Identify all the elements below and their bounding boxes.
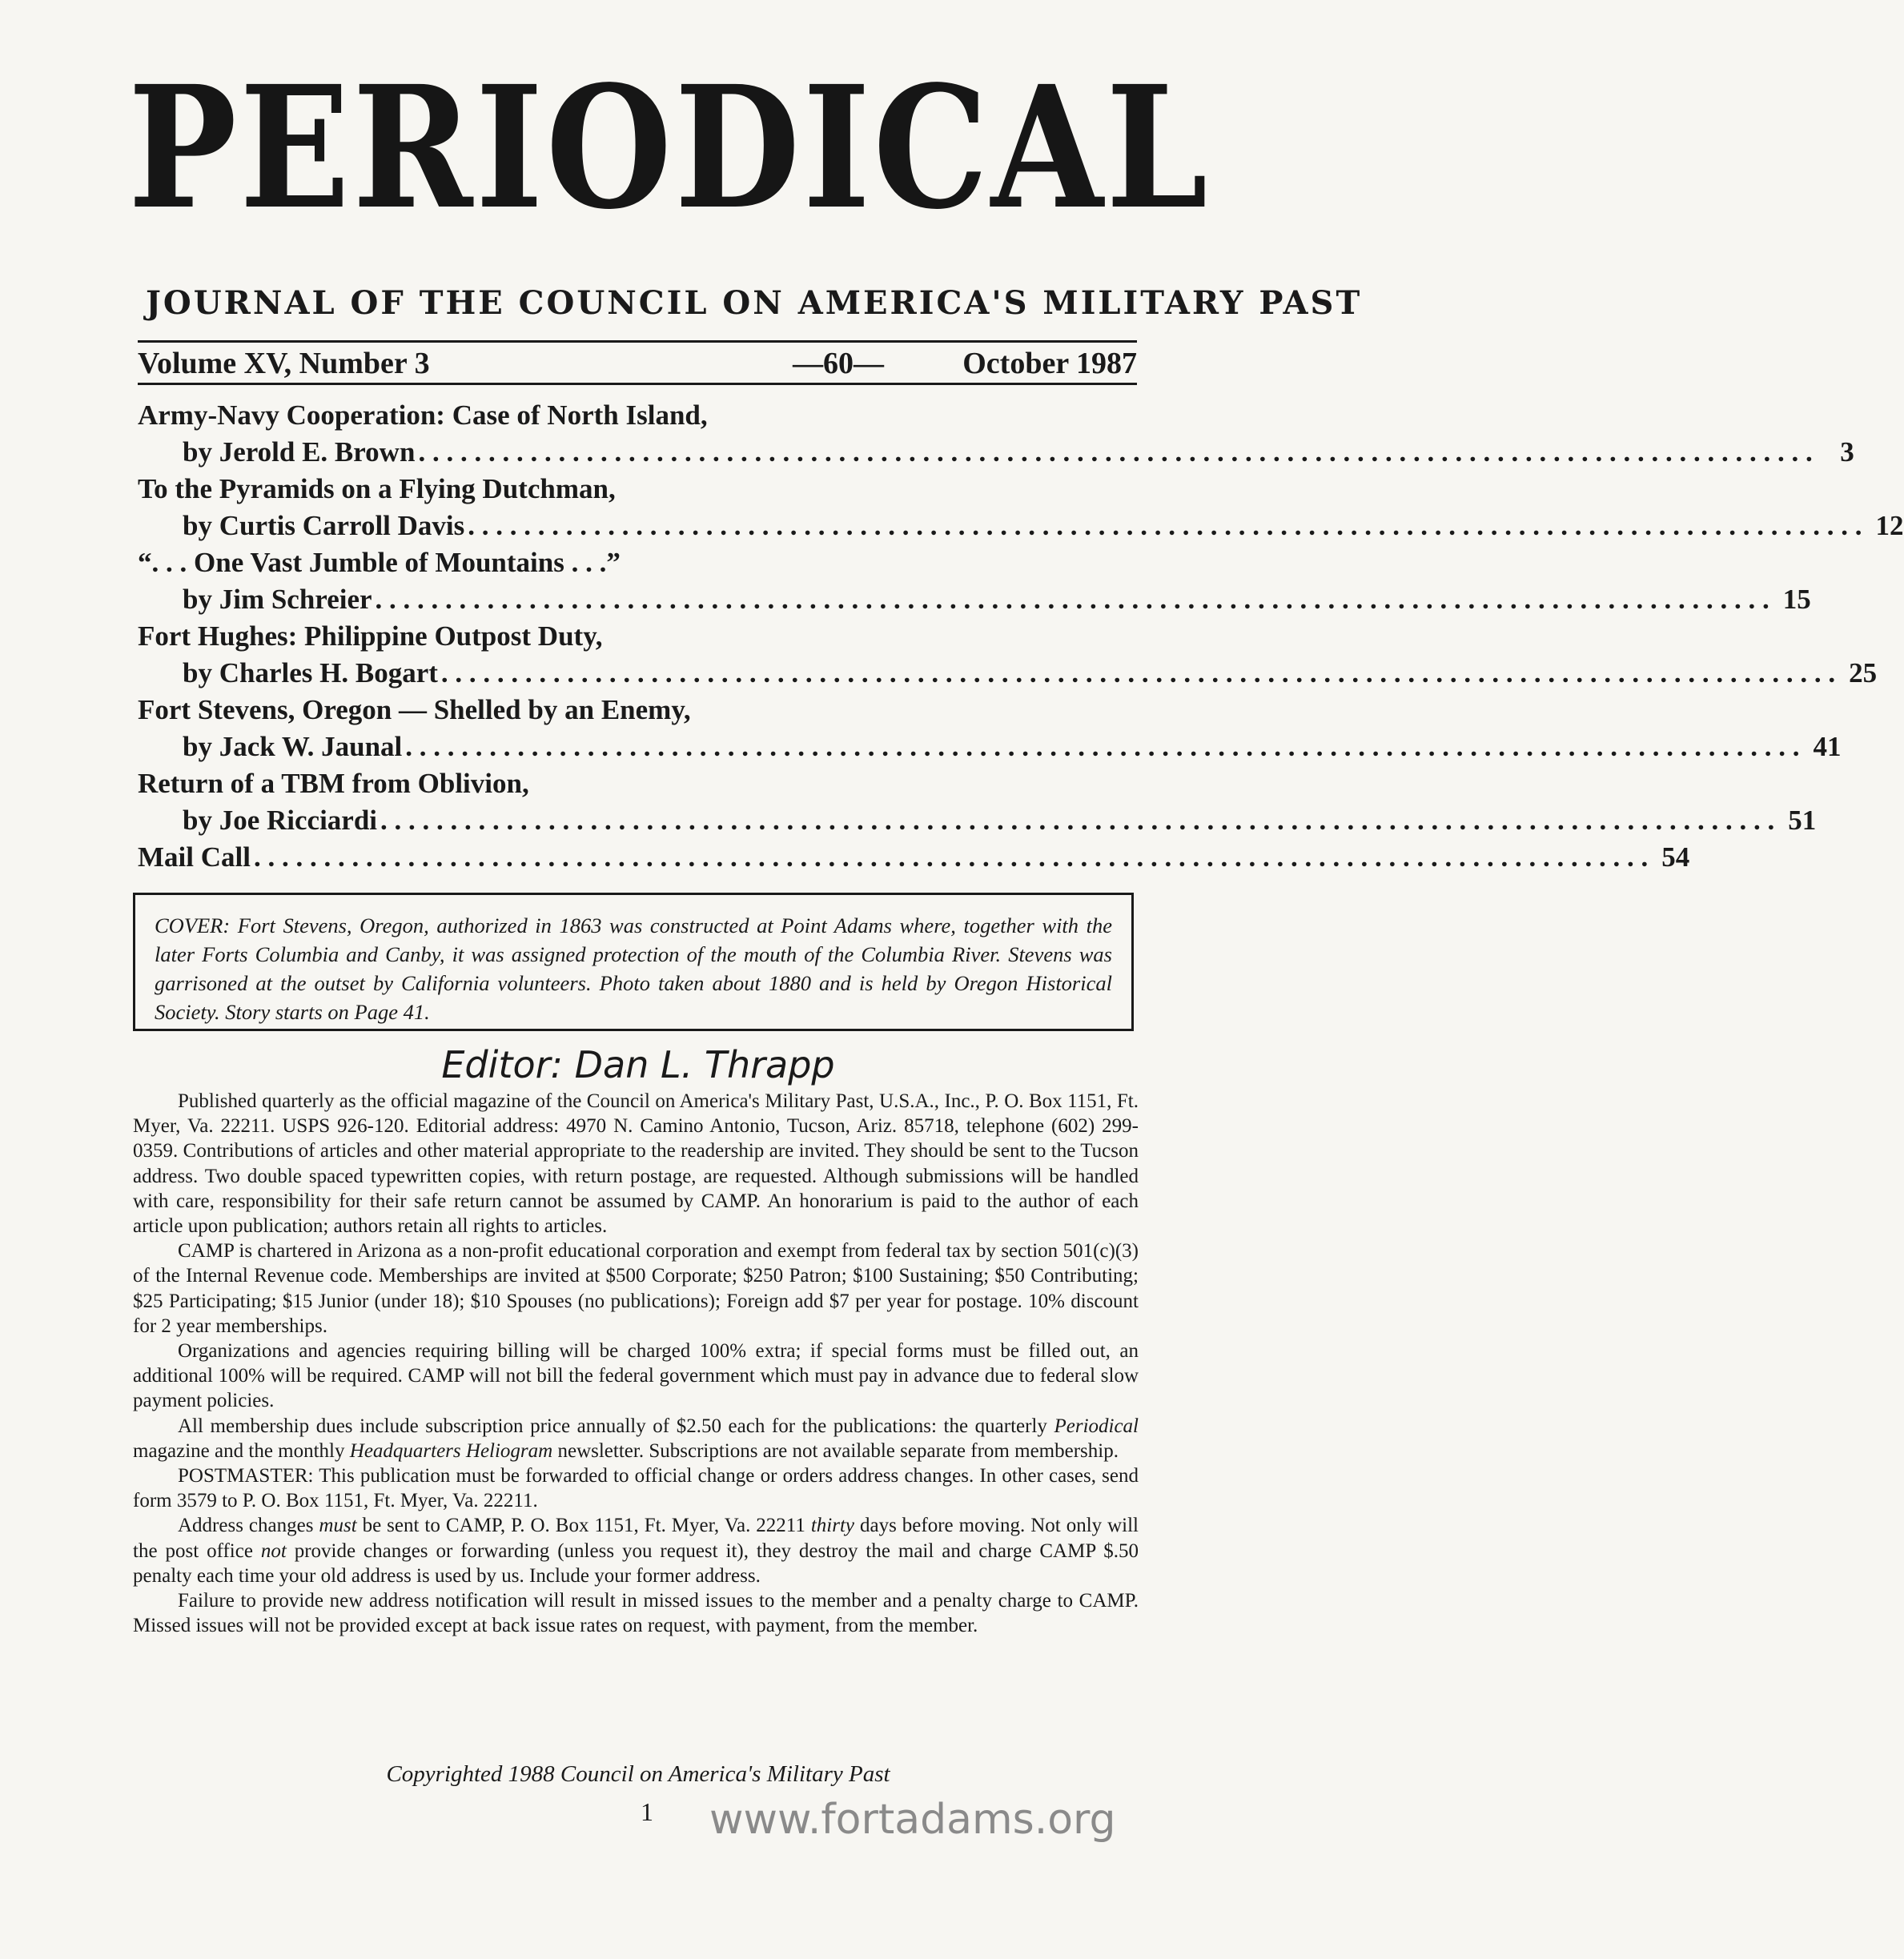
- toc-entry-byline-row: [138, 839, 1690, 876]
- toc-leader-dots: [380, 802, 1774, 839]
- toc-entry-title: To the Pyramids on a Flying Dutchman,: [138, 473, 616, 504]
- toc-entry-title: Return of a TBM from Oblivion,: [138, 768, 529, 799]
- editor-heading: Editor: Dan L. Thrapp: [441, 1043, 835, 1086]
- body-emphasis: must: [319, 1515, 357, 1537]
- body-text: Address changes: [178, 1515, 319, 1537]
- toc-entry-byline: by Curtis Carroll Davis: [183, 510, 465, 541]
- body-paragraph: [133, 1414, 1139, 1463]
- copyright-line: Copyrighted 1988 Council on America's Military Past: [386, 1761, 890, 1787]
- body-emphasis: Periodical: [1054, 1415, 1139, 1437]
- masthead-title: PERIODICAL: [128, 49, 1211, 247]
- toc-entry: [138, 618, 1878, 692]
- issue-line: [138, 344, 1137, 383]
- body-emphasis: Headquarters Heliogram: [349, 1439, 553, 1462]
- toc-entry-byline: by Jack W. Jaunal: [183, 731, 403, 762]
- toc-entry-title: Mail Call: [138, 841, 251, 873]
- toc-entry-page: 41: [1813, 731, 1842, 762]
- body-emphasis: not: [260, 1540, 287, 1562]
- toc-entry-title: Fort Hughes: Philippine Outpost Duty,: [138, 620, 603, 652]
- toc-entry-page: 25: [1849, 657, 1878, 688]
- watermark-url: www.fortadams.org: [709, 1796, 1116, 1844]
- toc-leader-dots: [441, 655, 1835, 692]
- table-of-contents: [138, 397, 1904, 876]
- toc-entry-page: 54: [1661, 841, 1690, 873]
- toc-entry: [138, 471, 1904, 544]
- toc-entry-page: 12: [1875, 510, 1904, 541]
- toc-leader-dots: [468, 508, 1862, 544]
- toc-entry: [138, 765, 1817, 839]
- issue-number: —60—: [793, 347, 884, 380]
- body-paragraph: Published quarterly as the official magazine of the Council on America's Military Past, U.S.A., Inc., P. O. Box 1151, Ft. Myer, Va. 22211. USPS 926-120. Editorial address: 4970 N. Camino Antonio, Tucson, Ariz. 85718, telephone (602) 299-0359. Contributions of articles and other material appropriate to the readership are invited. They should be sent to the Tucson address. Two double spaced typewritten copies, with return postage, are requested. Although submissions will be handled with care, responsibility for their safe return cannot be assumed by CAMP. An honorarium is paid to the author of each article upon publication; authors retain all rights to articles.: [133, 1090, 1139, 1238]
- issue-volume: Volume XV, Number 3: [138, 347, 430, 380]
- publication-info: [133, 1089, 1139, 1638]
- body-text: days before moving. Not only will the post office: [133, 1515, 1139, 1562]
- toc-entry-byline: by Jim Schreier: [183, 584, 372, 615]
- toc-entry-byline-row: [138, 802, 1817, 839]
- toc-entry-byline: by Jerold E. Brown: [183, 436, 416, 468]
- toc-entry-byline-row: [138, 729, 1842, 765]
- toc-entry-byline: by Joe Ricciardi: [183, 805, 378, 836]
- toc-leader-dots: [405, 729, 1799, 765]
- body-text: magazine and the monthly: [133, 1439, 350, 1462]
- body-text: All membership dues include subscription price annually of $2.50 each for the publications: the quarterly: [178, 1415, 1054, 1437]
- toc-entry: [138, 544, 1811, 618]
- toc-entry-title: “. . . One Vast Jumble of Mountains . . .”: [138, 547, 621, 578]
- body-text: provide changes or forwarding (unless you request it), they destroy the mail and charge CAMP $.50 penalty each time your old address is used by us. Include your former address.: [133, 1540, 1139, 1587]
- toc-entry-byline-row: [138, 434, 1854, 471]
- masthead-subtitle: JOURNAL OF THE COUNCIL ON AMERICA'S MILITARY PAST: [146, 284, 1363, 322]
- divider-bottom: [138, 383, 1137, 385]
- body-paragraph: CAMP is chartered in Arizona as a non-profit educational corporation and exempt from federal tax by section 501(c)(3) of the Internal Revenue code. Memberships are invited at $500 Corporate; $250 Patron; $100 Sustaining; $50 Contributing; $25 Participating; $15 Junior (under 18); $10 Spouses (no publications); Foreign add $7 per year for postage. 10% discount for 2 year memberships.: [133, 1240, 1139, 1337]
- toc-leader-dots: [254, 839, 1648, 876]
- toc-entry: [138, 397, 1854, 471]
- toc-leader-dots: [376, 581, 1769, 618]
- toc-entry-page: 51: [1788, 805, 1817, 836]
- issue-date: October 1987: [962, 347, 1137, 380]
- body-paragraph: Failure to provide new address notification will result in missed issues to the member and a penalty charge to CAMP. Missed issues will not be provided except at back issue rates on request, with payment, from the member.: [133, 1590, 1139, 1637]
- toc-entry-page: 15: [1782, 584, 1811, 615]
- divider-top: [138, 340, 1137, 343]
- toc-entry-byline: by Charles H. Bogart: [183, 657, 438, 688]
- body-emphasis: thirty: [810, 1515, 855, 1537]
- toc-entry-mail-call: [138, 839, 1690, 876]
- body-paragraph: POSTMASTER: This publication must be forwarded to official change or orders address changes. In other cases, send form 3579 to P. O. Box 1151, Ft. Myer, Va. 22211.: [133, 1465, 1139, 1512]
- body-text: be sent to CAMP, P. O. Box 1151, Ft. Myer, Va. 22211: [356, 1515, 811, 1537]
- toc-entry: [138, 692, 1842, 765]
- toc-entry-byline-row: [138, 581, 1811, 618]
- body-text: newsletter. Subscriptions are not available separate from membership.: [552, 1439, 1119, 1462]
- toc-entry-byline-row: [138, 508, 1904, 544]
- toc-leader-dots: [418, 434, 1812, 471]
- toc-entry-byline-row: [138, 655, 1878, 692]
- cover-note-box: COVER: Fort Stevens, Oregon, authorized in 1863 was constructed at Point Adams where, together with the later Forts Columbia and Canby, it was assigned protection of the mouth of the Columbia River. Stevens was garrisoned at the outset by California volunteers. Photo taken about 1880 and is held by Oregon Historical Society. Story starts on Page 41.: [133, 893, 1134, 1031]
- toc-entry-title: Fort Stevens, Oregon — Shelled by an Enemy,: [138, 694, 691, 725]
- page-number: 1: [641, 1797, 653, 1826]
- body-paragraph: [133, 1513, 1139, 1588]
- toc-entry-page: 3: [1840, 436, 1854, 468]
- body-paragraph: Organizations and agencies requiring billing will be charged 100% extra; if special forms must be filled out, an additional 100% will be required. CAMP will not bill the federal government which must pay in advance due to federal slow payment policies.: [133, 1340, 1139, 1412]
- toc-entry-title: Army-Navy Cooperation: Case of North Island,: [138, 399, 708, 431]
